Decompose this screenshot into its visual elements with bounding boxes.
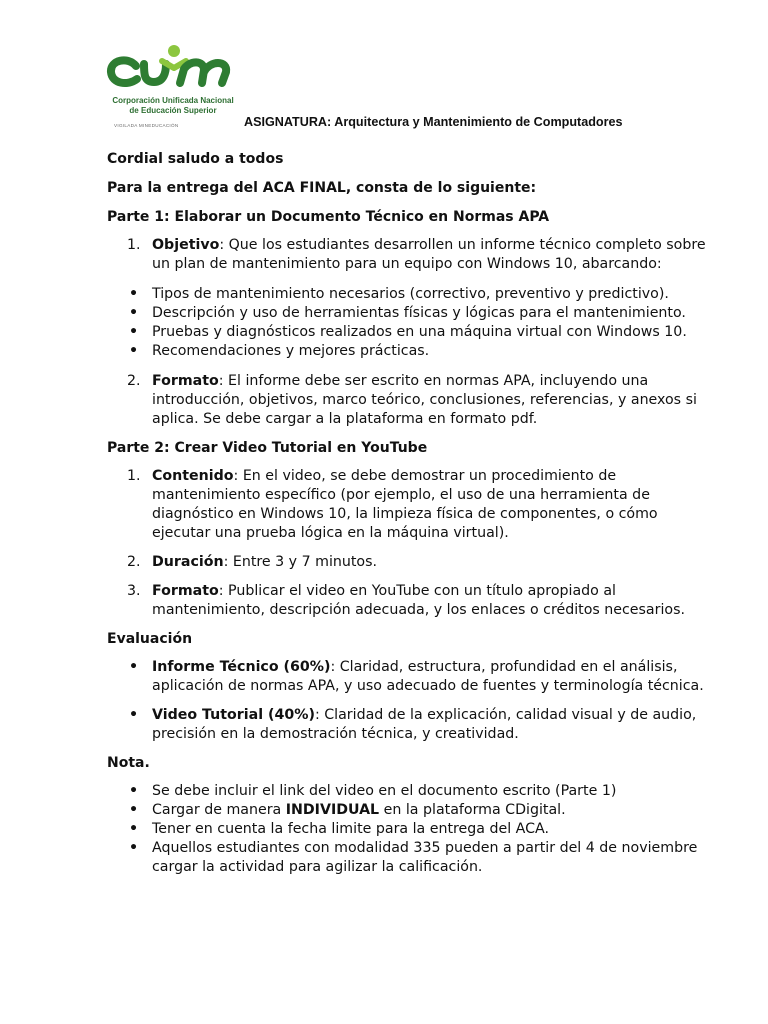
item-label: Formato bbox=[152, 373, 219, 389]
item-label: Duración bbox=[152, 554, 224, 570]
subject-title: ASIGNATURA: Arquitectura y Mantenimiento de Computadores bbox=[244, 115, 623, 129]
item-label: Formato bbox=[152, 583, 219, 599]
list-item: • Tener en cuenta la fecha limite para la entrega del ACA. bbox=[129, 821, 550, 837]
item-label: Informe Técnico (60%) bbox=[152, 659, 331, 675]
part1-heading: Parte 1: Elaborar un Documento Técnico en Normas APA bbox=[107, 209, 550, 225]
item-label: Objetivo bbox=[152, 237, 220, 253]
bullet-mark: • bbox=[129, 324, 139, 340]
bullet-mark: • bbox=[129, 783, 139, 799]
item-text: : El informe debe ser escrito en normas APA, incluyendo una introducción, objetivos, marco teórico, conclusiones, referencias, y anexos si aplica. Se debe cargar a la plataforma en formato pdf. bbox=[152, 373, 697, 427]
bullet-mark: • bbox=[129, 286, 139, 302]
note-heading: Nota. bbox=[107, 755, 150, 771]
list-item: • Se debe incluir el link del video en el documento escrito (Parte 1) bbox=[129, 783, 617, 799]
bullet-mark: • bbox=[129, 821, 139, 837]
list-number: 1. bbox=[127, 237, 141, 253]
part2-item-contenido bbox=[107, 467, 707, 543]
bullet-mark: • bbox=[129, 707, 139, 723]
list-number: 2. bbox=[127, 554, 141, 570]
note-bullets bbox=[107, 782, 707, 877]
logo-tagline: VIGILADA MINEDUCACIÓN bbox=[114, 123, 179, 128]
bullet-mark: • bbox=[129, 343, 139, 359]
list-item: • Cargar de manera INDIVIDUAL en la plataforma CDigital. bbox=[129, 802, 566, 818]
part1-item-objetivo bbox=[107, 236, 707, 274]
item-text: : En el video, se debe demostrar un procedimiento de mantenimiento específico (por ejemplo, el uso de una herramienta de diagnóstico en Windows 10, la limpieza física de componentes, o cómo ejecutar una prueba lógica en la máquina virtual). bbox=[152, 468, 658, 541]
part2-item-duracion bbox=[107, 553, 707, 572]
intro-line: Para la entrega del ACA FINAL, consta de lo siguiente: bbox=[107, 180, 537, 196]
bullet-mark: • bbox=[129, 840, 139, 856]
list-item: • Pruebas y diagnósticos realizados en una máquina virtual con Windows 10. bbox=[129, 324, 687, 340]
evaluation-item-video bbox=[107, 706, 707, 744]
logo-org-line2: de Educación Superior bbox=[129, 106, 217, 115]
list-item: • Descripción y uso de herramientas físicas y lógicas para el mantenimiento. bbox=[129, 305, 686, 321]
list-item: • Recomendaciones y mejores prácticas. bbox=[129, 343, 430, 359]
part2-heading: Parte 2: Crear Video Tutorial en YouTube bbox=[107, 440, 428, 456]
part1-bullets bbox=[107, 285, 707, 361]
logo-org-line1: Corporación Unificada Nacional bbox=[112, 96, 234, 105]
list-number: 3. bbox=[127, 583, 141, 599]
list-item: • Tipos de mantenimiento necesarios (correctivo, preventivo y predictivo). bbox=[129, 286, 669, 302]
cun-logo-mark bbox=[104, 42, 244, 98]
item-text: : Que los estudiantes desarrollen un informe técnico completo sobre un plan de mantenimiento para un equipo con Windows 10, abarcando: bbox=[152, 237, 706, 272]
item-text: : Claridad de la explicación, calidad visual y de audio, precisión en la demostración técnica, y creatividad. bbox=[152, 707, 697, 742]
greeting: Cordial saludo a todos bbox=[107, 151, 284, 167]
list-item: • Aquellos estudiantes con modalidad 335 pueden a partir del 4 de noviembre cargar la actividad para agilizar la calificación. bbox=[129, 840, 698, 875]
bullet-mark: • bbox=[129, 802, 139, 818]
part1-item-formato bbox=[107, 372, 707, 429]
evaluation-item-informe bbox=[107, 658, 707, 696]
list-number: 2. bbox=[127, 373, 141, 389]
list-number: 1. bbox=[127, 468, 141, 484]
item-label: Contenido bbox=[152, 468, 234, 484]
bullet-mark: • bbox=[129, 659, 139, 675]
item-text: : Claridad, estructura, profundidad en el análisis, aplicación de normas APA, y uso adecuado de fuentes y terminología técnica. bbox=[152, 659, 704, 694]
document-body bbox=[107, 150, 707, 877]
item-text: : Publicar el video en YouTube con un título apropiado al mantenimiento, descripción adecuada, y los enlaces o créditos necesarios. bbox=[152, 583, 685, 618]
item-text: : Entre 3 y 7 minutos. bbox=[223, 554, 378, 570]
part2-item-formato bbox=[107, 582, 707, 620]
cun-logo bbox=[104, 42, 244, 132]
evaluation-heading: Evaluación bbox=[107, 631, 193, 647]
item-label: Video Tutorial (40%) bbox=[152, 707, 315, 723]
bullet-mark: • bbox=[129, 305, 139, 321]
